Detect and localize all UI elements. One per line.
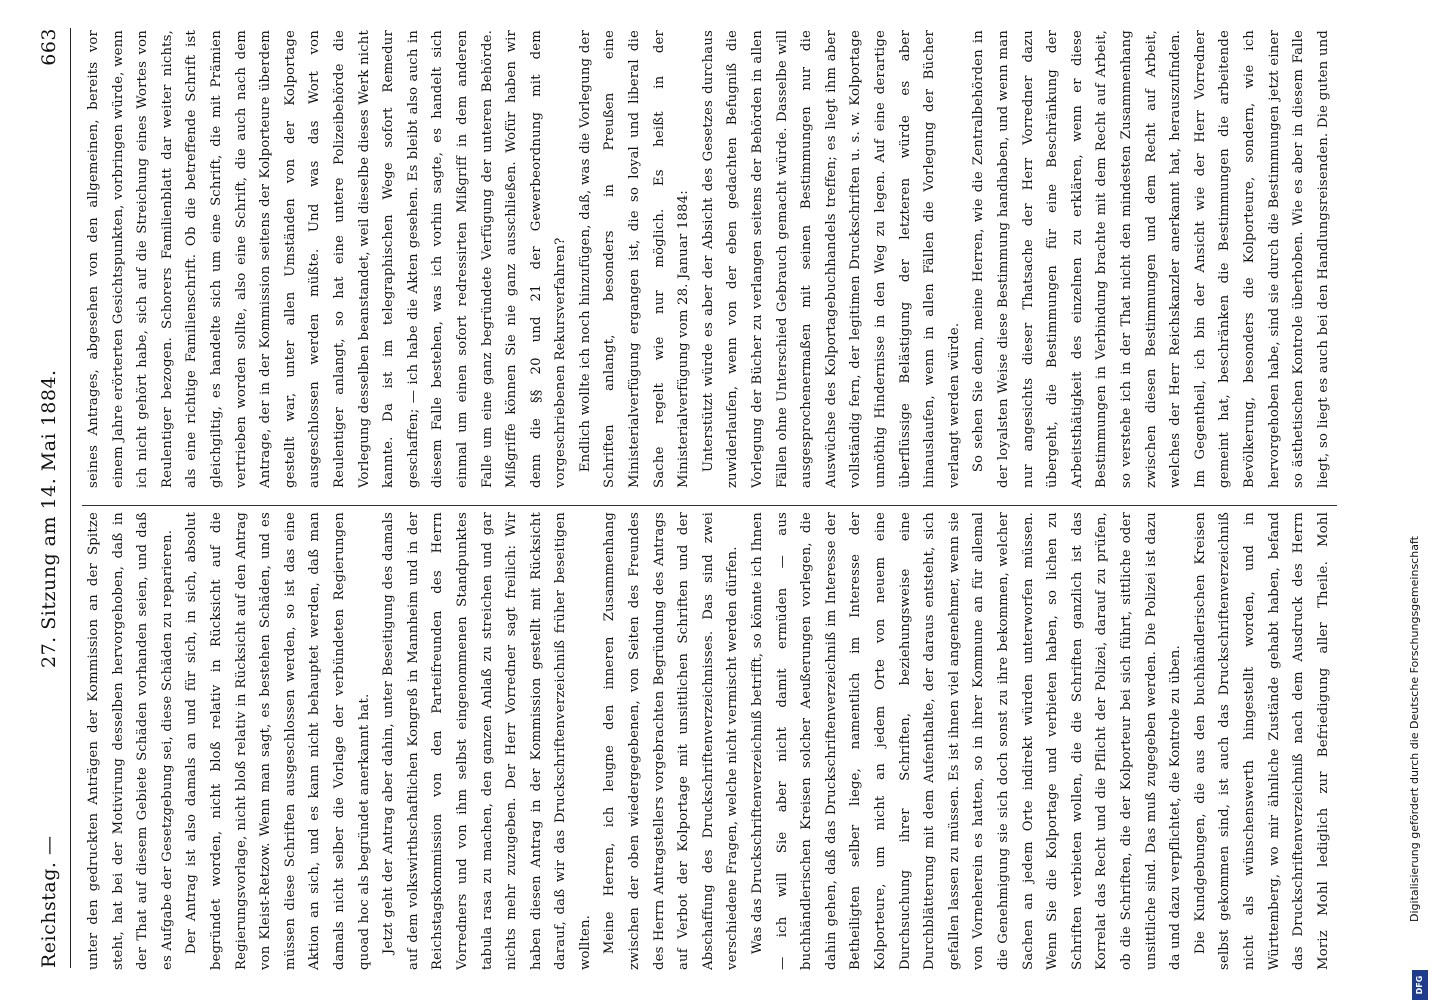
header-rule: [70, 28, 71, 968]
paragraph-text: seines Antrages, abgesehen von den allgemeinen, bereits vor einem Jahre erörterten Gesichtspunkten, vorbringen würde, wenn ich nicht gehört habe, sich auf die Streichung eines Wortes von Reulentiger bezogen. Schorers Familienblatt dar weiter nichts, als eine richtige Familienschrift. Ob die betreffende Schrift ist gleichgiltig, es handelte sich um eine Schrift, die mit Prämien vertrieben worden sollte, also eine Schrift, die auch nach dem Antrage, der in der Kommission seitens der Kolporteure überdem gestellt war, unter allen Umständen von der Kolportage ausgeschlossen werden müßte. Und was das Wort von Reulentiger anlangt, so hat eine untere Polizeibehörde die Vorlegung desselben beanstandet, weil dieselbe dieses Werk nicht kannte. Da ist im telegraphischen Wege sofort Remedur geschaffen; — ich habe die Akten gesehen. Es bleibt also auch in diesem Falle bestehen, was ich vorhin sagte, es handelt sich einmal um einen sofort redressirten Mißgriff in dem anderen Falle um eine ganz begründete Verfügung der unteren Behörde. Mißgriffe können Sie nie ganz ausschließen. Wofür haben wir denn die §§ 20 und 21 der Gewerbeordnung mit dem vorgeschriebenen Rekursverfahren?: [86, 30, 569, 488]
paragraph: [967, 30, 1337, 488]
paragraph-text: Jetzt geht der Antrag aber dahin, unter Beseitigung des damals auf dem volkswirthschaftlichen Kongreß in Mannheim und in der Reichstagskommission von den Parteifreunden des Herrn Vorredners und von ihm selbst eingenommenen Standpunktes tabula rasa zu machen, den ganzen Anlaß zu streichen und gar nichts mehr zuzugeben. Der Herr Vorredner sagt freilich: Wir haben diesen Antrag in der Kommission gestellt mit Rücksicht darauf, daß wir das Druckschriftenverzeichniß früher beseitigen wollten.: [381, 512, 593, 970]
page-header: [30, 28, 70, 968]
dfg-logo: DFG: [1412, 970, 1428, 1000]
paragraph: [1189, 512, 1337, 970]
paragraph-text: unter den gedruckten Anträgen der Kommission an der Spitze steht, hat bei der Motivirung desselben hervorgehoben, daß in der That auf diesem Gebiete Schäden vorhanden seien, und daß es Aufgabe der Gesetzgebung sei, diese Schäden zu reparieren.: [86, 512, 175, 970]
header-left: Reichstag. —: [38, 835, 60, 968]
paragraph: [697, 30, 968, 488]
digitization-note: [1386, 0, 1426, 1000]
paragraph-text: Meine Herren, ich leugne den inneren Zusammenhang zwischen der oben wiedergegebenen, von Seiten des Freundes des Herrn Antragstellers vorgebrachten Begründung des Antrags auf Verbot der Kolportage mit unsittlichen Schriften und der Abschaffung des Druckschriftenverzeichnisses. Das sind zwei verschiedene Fragen, welche nicht vermischt werden dürfen.: [602, 512, 741, 970]
left-column: [82, 512, 1337, 970]
paragraph: [180, 512, 377, 970]
paragraph-text: So sehen Sie denn, meine Herren, wie die Zentralbehörden in der loyalsten Weise diese Bestimmung handhaben, und wenn man nur angesichts dieser Thatsache der Herr Vorredner dazu übergeht, die Bestimmungen für eine Beschränkung der Arbeitsthätigkeit des einzelnen zu erklären, wenn er diese Bestimmungen in Verbindung brachte mit dem Recht auf Arbeit, so verstehe ich in der That nicht den mindesten Zusammenhang zwischen diesen Bestimmungen und dem Recht auf Arbeit, welches der Herr Reichskanzler anerkannt hat, herauszufinden. Im Gegentheil, ich bin der Ansicht wie der Herr Vorredner gemeint hat, beschränken die Bestimmungen die arbeitende Bevölkerung, besonders die Kolporteure, sondern, wie ich hervorgehoben habe, sind sie durch die Bestimmungen jetzt einer so ästhetischen Kontrole überhoben. Wie es aber in diesem Falle liegt, so liegt es auch bei den Handlungsreisenden. Die guten und: [971, 30, 1331, 488]
paragraph: [82, 512, 180, 970]
paragraph: [598, 512, 746, 970]
page-number: 663: [38, 28, 60, 66]
paragraph-text: Was das Druckschriftenverzeichniß betrifft, so könnte ich Ihnen — ich will Sie aber nicht damit ermüden — aus buchhändlerischen Kreisen solcher Aeußerungen vorlegen, die dahin gehen, daß das Druckschriftenverzeichniß im Interesse der Betheiligten selber liege, namentlich im Interesse der Kolporteure, um nicht an jedem Orte von neuem eine Durchsuchung ihrer Schriften, beziehungsweise eine Durchblätterung mit dem Aufenthalte, der daraus entsteht, sich gefallen lassen zu müssen. Es ist ihnen viel angenehmer, wenn sie von Vorneherein es hatten, so in ihrer Kommune an für allemal die Genehmigung sie sich doch sonst zu ihre bekommen, welcher Sachen an jedem Orte indirekt würden unterworfen müssen. Wenn Sie die Kolportage und verbieten haben, so lichen zu Schriften verbieten wollen, die die Schriften ganzlich ist das Korrelat das Recht und die Pflicht der Polizei, darauf zu prüfen, ob die Schriften, die der Kolporteur bei sich führt, sittliche oder unsittliche sind. Das muß zugegeben werden. Die Polizei ist dazu da und dazu verpflichtet, die Kontrole zu üben.: [750, 512, 1184, 970]
paragraph-text: Unterstützt würde es aber der Absicht des Gesetzes durchaus zuwiderlaufen, wenn von der eben gedachten Befugniß die Vorlegung der Bücher zu verlangen seitens der Behörden in allen Fällen ohne Unterschied Gebrauch gemacht würde. Dasselbe will ausgesprochenermaßen mit seinen Bestimmungen nur die Auswüchse des Kolportagebuchhandels treffen; es liegt ihm aber vollständig fern, der legitimen Druckschriften u. s. w. Kolportage unnöthig Hindernisse in den Weg zu legen. Auf eine derartige überflüssige Belästigung der letzteren würde es aber hinauslaufen, wenn in allen Fällen die Vorlegung der Bücher verlangt werden würde.: [700, 30, 962, 488]
paragraph: [746, 512, 1189, 970]
header-session: 27. Sitzung am 14. Mai 1884.: [38, 369, 60, 668]
right-column: [82, 30, 1337, 488]
paragraph: [82, 30, 574, 488]
paragraph: [574, 30, 697, 488]
paragraph-text: Der Antrag ist also damals an und für sich, in sich, absolut begründet worden, nicht bloß relativ in Rücksicht auf die Regierungsvorlage, nicht bloß relativ in Rücksicht auf den Antrag von Kleist-Retzow. Wenn man sagt, es bestehen Schäden, und es müssen diese Schriften ausgeschlossen werden, so ist das eine Aktion an sich, und es kann nicht behauptet werden, daß man damals nicht selber die Vorlage der verbündeten Regierungen quoad hoc als begründet anerkannt hat.: [184, 512, 372, 970]
digitization-credit: Digitalisierung gefördert durch die Deutsche Forschungsgemeinschaft: [1408, 536, 1421, 922]
paragraph: [377, 512, 598, 970]
paragraph-text: Die Kundgebungen, die aus den buchhändlerischen Kreisen selbst gekommen sind, ist auch das Druckschriftenverzeichniß nicht als wünschenswerth hingestellt worden, und in Württemberg, wo mir ähnliche Zustände gehabt haben, befand das Druckschriftenverzeichniß nach dem Ausdruck des Herrn Moriz Mohl lediglich zur Befriedigung aller Theile. Mohl: [1192, 512, 1331, 970]
paragraph-text: Endlich wollte ich noch hinzufügen, daß, was die Vorlegung der Schriften anlangt, besonders in Preußen eine Ministerialverfügung ergangen ist, die so loyal und liberal die Sache regelt wie nur möglich. Es heißt in der Ministerialverfügung vom 28. Januar 1884:: [577, 30, 692, 488]
column-divider: [82, 505, 1337, 506]
